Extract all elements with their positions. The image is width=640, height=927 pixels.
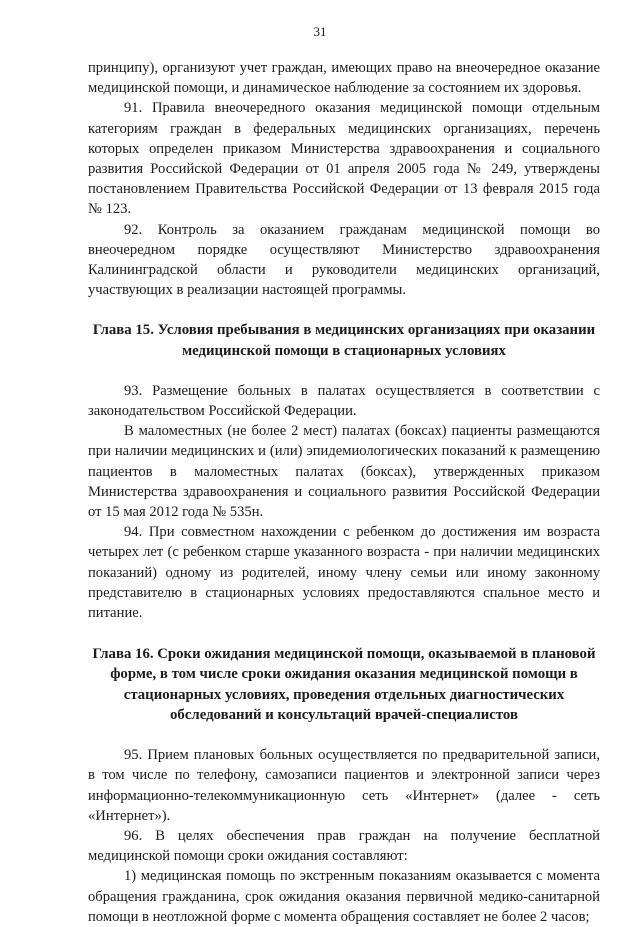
paragraph-96: 96. В целях обеспечения прав граждан на получение бесплатной медицинской помощи сроки ожидания составляют: — [88, 827, 600, 865]
paragraph-96-item-1: 1) медицинская помощь по экстренным показаниям оказывается с момента обращения гражданина, срок ожидания оказания первичной медико-санитарной помощи в неотложной форме с момента обращения составляет не более 2 часов; — [88, 868, 600, 925]
paragraph-92: 92. Контроль за оказанием гражданам медицинской помощи во внеочередном порядке осуществляют Министерство здравоохранения Калининградской области и руководители медицинских организаций, участвующих в реализации настоящей программы. — [88, 221, 600, 299]
chapter-15-heading: Глава 15. Условия пребывания в медицинских организациях при оказании медицинской помощи в стационарных условиях — [92, 322, 596, 359]
paragraph-93: 93. Размещение больных в палатах осуществляется в соответствии с законодательством Российской Федерации. — [88, 382, 600, 420]
paragraph-91: 91. Правила внеочередного оказания медицинской помощи отдельным категориям граждан в федеральных медицинских организациях, перечень которых определен приказом Министерства здравоохранения и социального развития Российской Федерации от 01 апреля 2005 года № 249, утверждены постановлением Правительства Российской Федерации от 13 февраля 2015 года № 123. — [88, 100, 600, 218]
chapter-16-heading: Глава 16. Сроки ожидания медицинской помощи, оказываемой в плановой форме, в том числе сроки ожидания оказания медицинской помощи в стационарных условиях, проведения отдельных диагностических обследований и консультаций врачей-специалистов — [92, 646, 596, 723]
page-number: 31 — [313, 24, 327, 39]
paragraph-continuation: принципу), организуют учет граждан, имеющих право на внеочередное оказание медицинской помощи, и динамическое наблюдение за состоянием их здоровья. — [88, 60, 600, 97]
paragraph-94: 94. При совместном нахождении с ребенком до достижения им возраста четырех лет (с ребенком старше указанного возраста - при наличии медицинских показаний) одному из родителей, иному члену семьи или иному законному представителю в стационарных условиях предоставляются спальное место и питание. — [88, 524, 600, 622]
document-body — [88, 58, 600, 927]
paragraph-95: 95. Прием плановых больных осуществляется по предварительной записи, в том числе по телефону, самозаписи пациентов и электронной записи через информационно-телекоммуникационную сеть «Интернет» (далее - сеть «Интернет»). — [88, 747, 600, 824]
paragraph-93-continued: В маломестных (не более 2 мест) палатах (боксах) пациенты размещаются при наличии медицинских и (или) эпидемиологических показаний к размещению пациентов в маломестных палатах (боксах), утвержденных приказом Министерства здравоохранения и социального развития Российской Федерации от 15 мая 2012 года № 535н. — [88, 423, 600, 521]
